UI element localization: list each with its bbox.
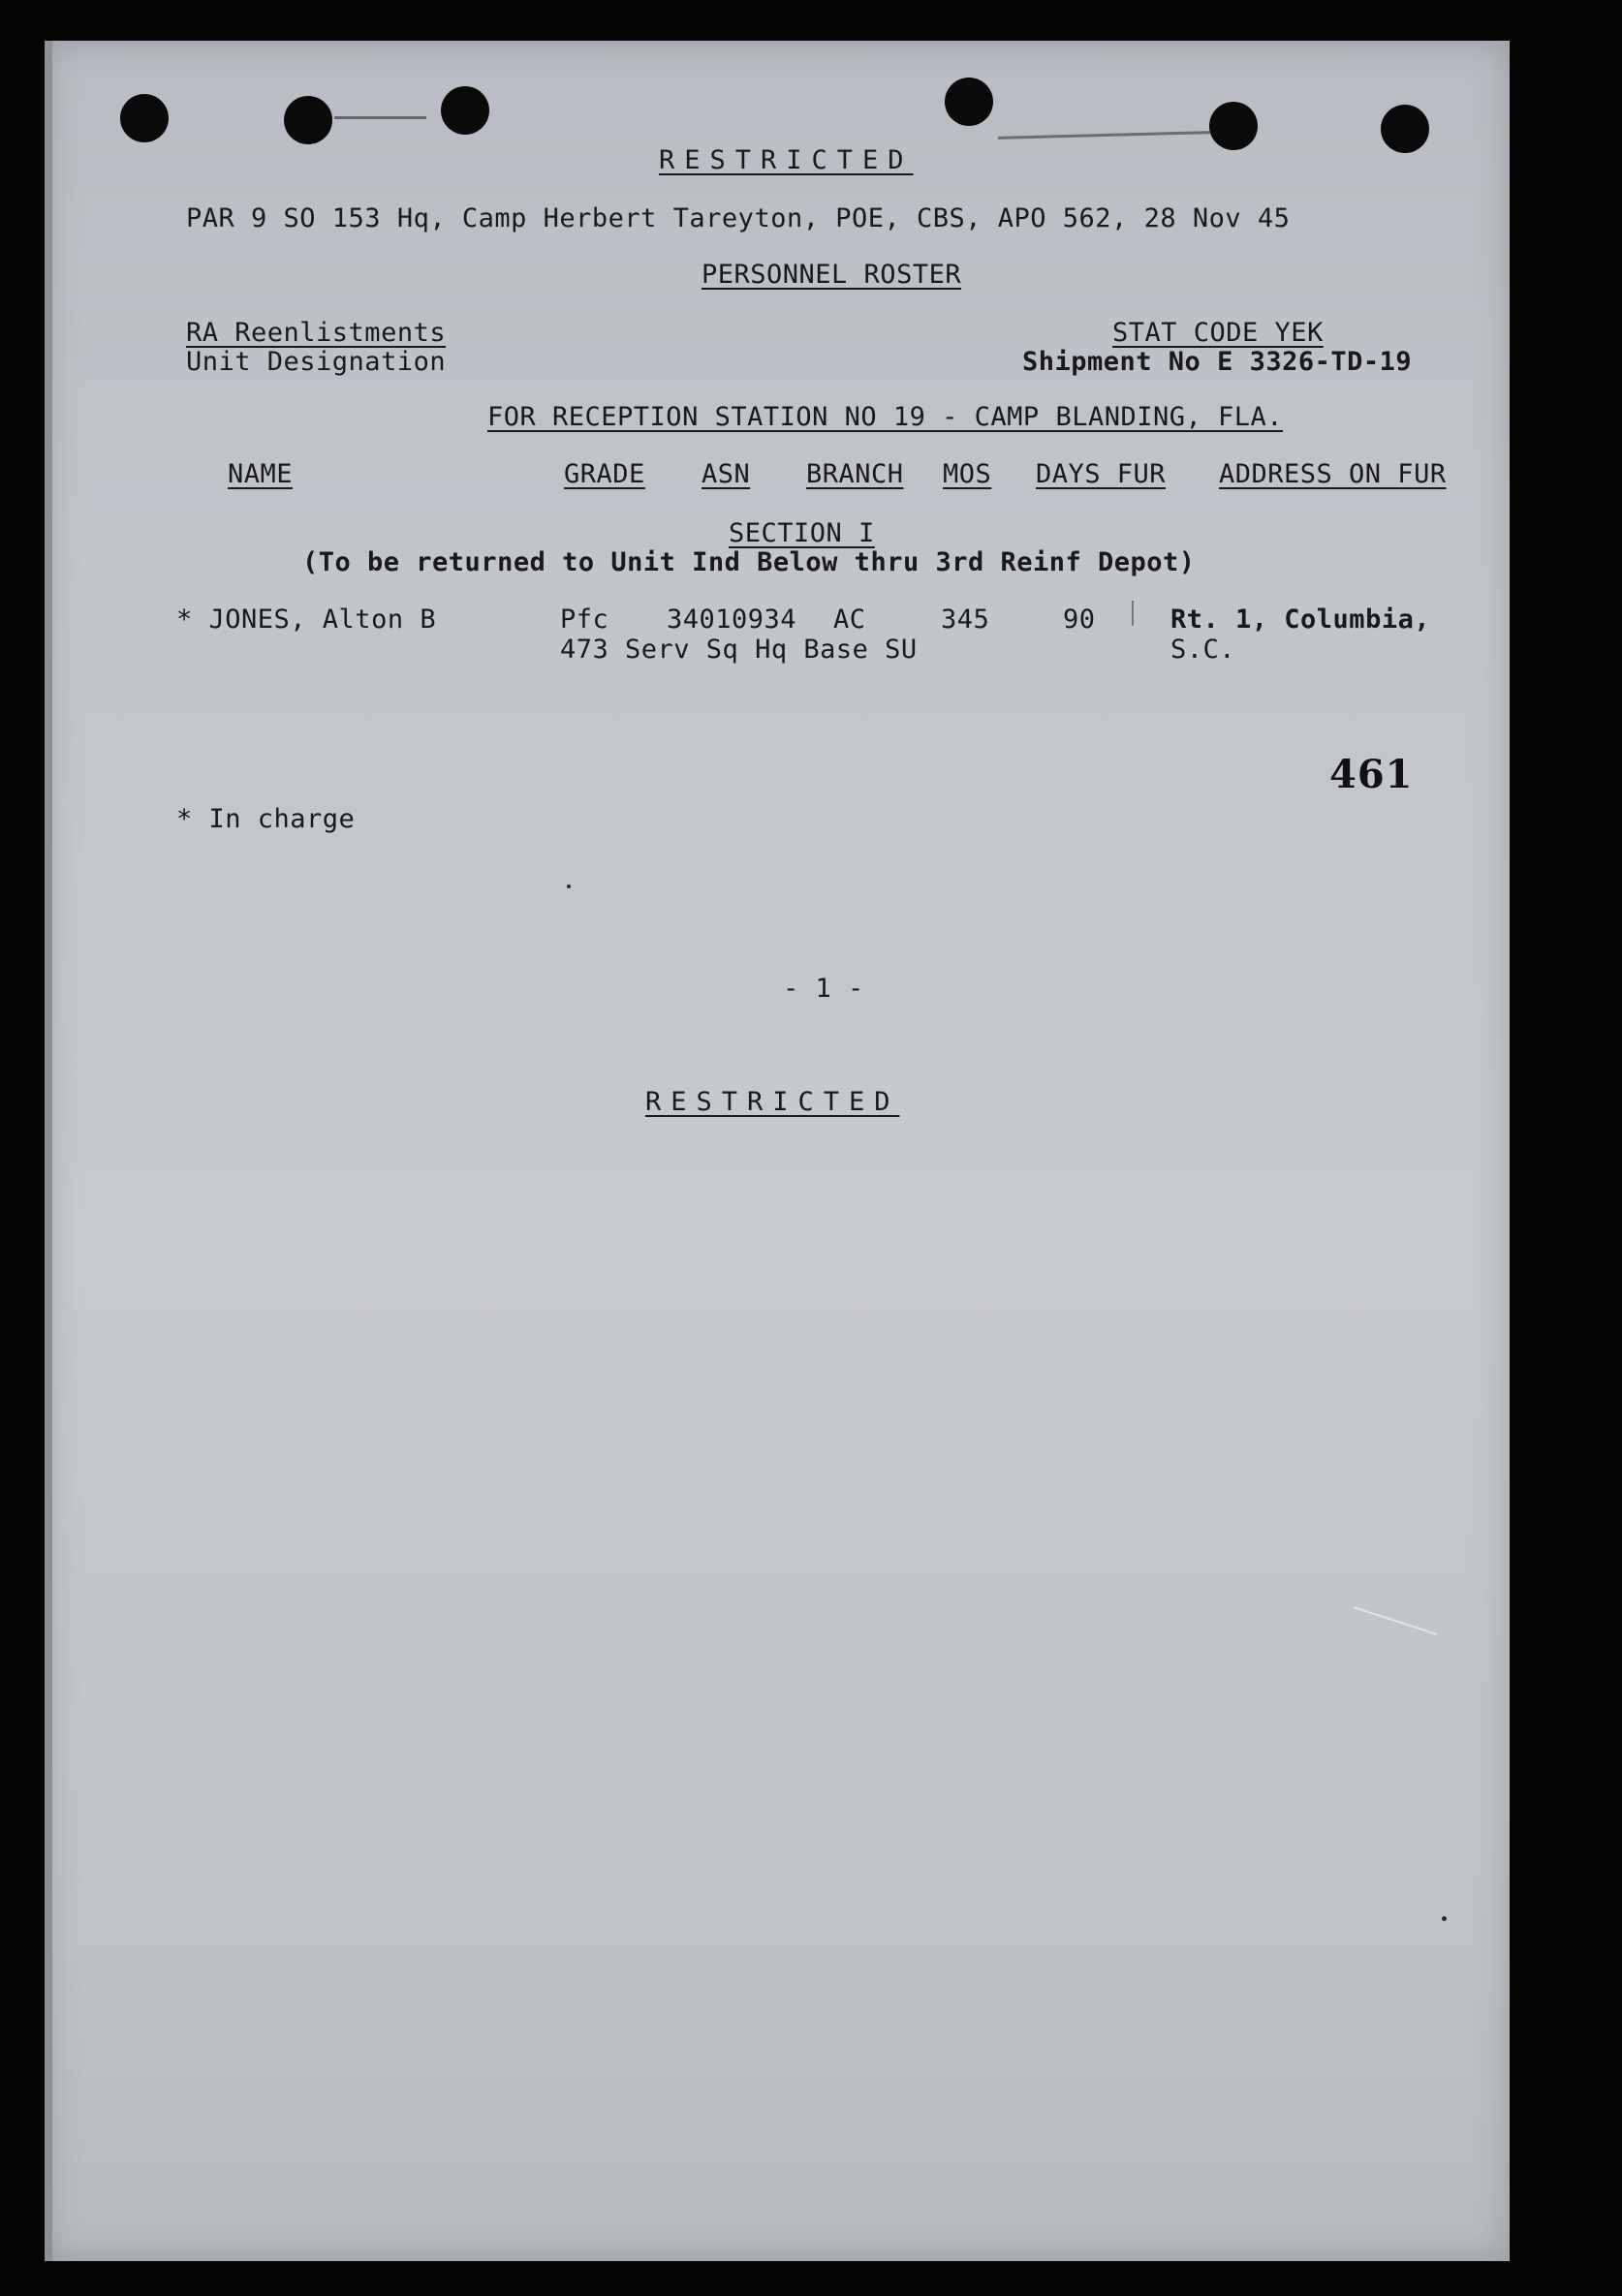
classification-top: RESTRICTED bbox=[659, 145, 914, 175]
paper-speck bbox=[1442, 1916, 1447, 1921]
row-grade: Pfc bbox=[560, 605, 609, 635]
unit-name: RA Reenlistments bbox=[186, 318, 447, 348]
col-mos: MOS bbox=[943, 459, 992, 489]
section-note: (To be returned to Unit Ind Below thru 3rd Reinf Depot) bbox=[302, 547, 1196, 577]
row-days-fur: 90 bbox=[1063, 605, 1096, 635]
destination: FOR RECEPTION STATION NO 19 - CAMP BLANDING, FLA. bbox=[487, 402, 1284, 432]
pen-mark bbox=[334, 116, 426, 119]
col-asn: ASN bbox=[702, 459, 751, 489]
row-asn: 34010934 bbox=[667, 605, 797, 635]
stat-code: STAT CODE YEK bbox=[1112, 318, 1324, 348]
col-branch: BRANCH bbox=[806, 459, 904, 489]
shipment-number: Shipment No E 3326-TD-19 bbox=[1022, 347, 1413, 377]
page-left-edge bbox=[45, 41, 52, 2261]
punch-hole bbox=[1381, 105, 1429, 153]
page-number: - 1 - bbox=[783, 974, 864, 1004]
unit-label: Unit Designation bbox=[186, 347, 447, 377]
footnote: * In charge bbox=[176, 804, 356, 834]
row-address-line2: S.C. bbox=[1170, 635, 1236, 665]
row-mos: 345 bbox=[941, 605, 990, 635]
punch-hole bbox=[441, 86, 489, 135]
roster-title: PERSONNEL ROSTER bbox=[702, 260, 962, 290]
punch-hole bbox=[1209, 102, 1258, 150]
col-grade: GRADE bbox=[564, 459, 645, 489]
punch-hole bbox=[945, 78, 993, 126]
pen-mark bbox=[1132, 601, 1134, 626]
col-address: ADDRESS ON FUR bbox=[1219, 459, 1447, 489]
row-name: * JONES, Alton B bbox=[176, 605, 437, 635]
paper-speck bbox=[567, 884, 571, 888]
row-branch: AC bbox=[833, 605, 866, 635]
row-unit: 473 Serv Sq Hq Base SU bbox=[560, 635, 918, 665]
row-address-line1: Rt. 1, Columbia, bbox=[1170, 605, 1431, 635]
punch-hole bbox=[284, 96, 332, 144]
section-title: SECTION I bbox=[729, 518, 875, 548]
punch-hole bbox=[120, 94, 169, 142]
col-name: NAME bbox=[228, 459, 294, 489]
stamped-number: 461 bbox=[1329, 752, 1414, 797]
classification-bottom: RESTRICTED bbox=[645, 1087, 900, 1117]
col-days-fur: DAYS FUR bbox=[1036, 459, 1167, 489]
order-line: PAR 9 SO 153 Hq, Camp Herbert Tareyton, POE, CBS, APO 562, 28 Nov 45 bbox=[186, 203, 1291, 233]
